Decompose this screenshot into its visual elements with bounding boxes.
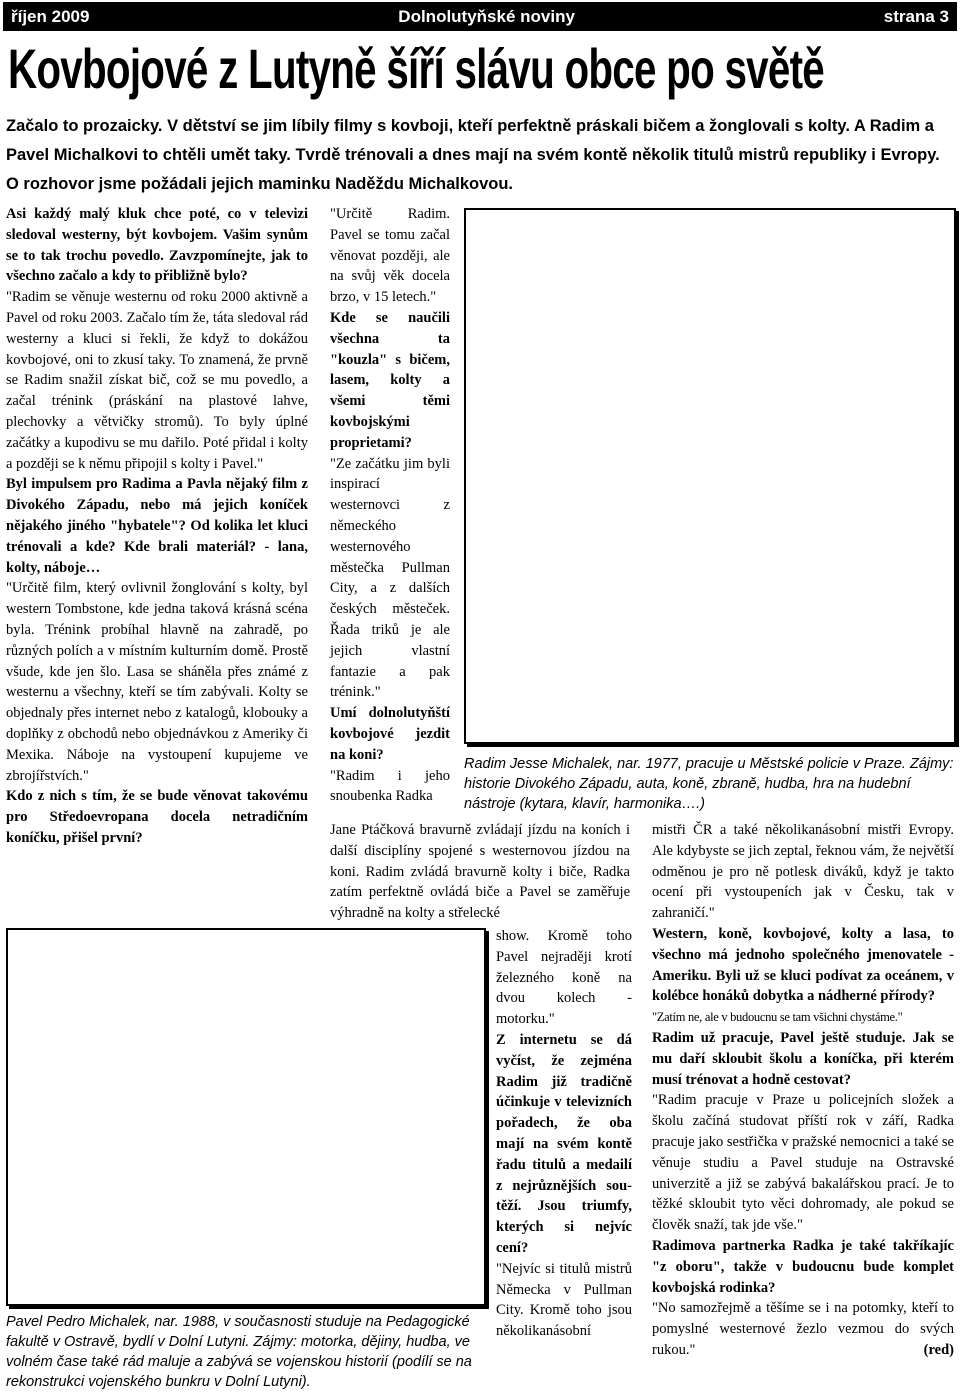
publication-name: Dolnolutyňské noviny: [398, 6, 575, 26]
column-5: [652, 820, 954, 1361]
paragraph: "Radim i jeho snoubenka Radka: [330, 767, 450, 805]
paragraph: Byl impulsem pro Radima a Pavla nějaký film z Divokého Západu, nebo má jejich koníček nějakého jiného "hybatele"? Od kolika let kluci trénovali a kde? Kde brali materiál? - lana, kolty, náboje…: [6, 476, 308, 576]
paragraph: show. Kromě toho Pavel nejraději krotí železného koně na dvou kolech - motorku.": [496, 928, 632, 1028]
column-4: [496, 926, 632, 1342]
paragraph: "Ze začátku jim byli inspirací westernovci z německého westernového městečka Pullman City, a z dalších českých městeček. Řada triků je ale jejich vlastní fantazie a pak trénink.": [330, 455, 450, 701]
paragraph: [652, 1298, 954, 1360]
column-1: [6, 204, 308, 849]
paragraph: "Radim se věnuje westernu od roku 2000 aktivně a Pavel od roku 2003. Začalo tím že, táta sledoval rád westerny a kluci si řekli, že když to dokážou kovbojové, oni to zkusí taky. To znamená, že prvně se Radim snažil získat bič, což se mu povedlo, a začal trénink (práskání na plastové lahve, plechovky a větvičky stromů). To byly úplné začátky a kupodivu se mu dařilo. Poté přidal i kolty a později se k němu připojil s kolty i Pavel.": [6, 289, 308, 472]
paragraph: Radim už pracuje, Pavel ještě studuje. Jak se mu daří skloubit školu a koníčka, při kterém musí trénovat a hodně cestovat?: [652, 1029, 954, 1088]
paragraph: Umí dolnolutyňští kovbojové jezdit na koni?: [330, 705, 450, 763]
photo-caption-pavel: Pavel Pedro Michalek, nar. 1988, v současnosti studuje na Pedagogické fakultě v Ostravě, bydlí v Dolní Lutyni. Zájmy: motorka, dějiny, hudba, ve volném čase také rád maluje a zabývá se vojenskou historií (podílí se na rekonstrukci vojenského bunkru v Dolní Lutyni).: [6, 1314, 472, 1390]
paragraph: Asi každý malý kluk chce poté, co v televizi sledoval westerny, být kovbojem. Vašim synům se to tak trochu povedlo. Zavzpomínejte, jak to všechno začalo a kdy to přibližně bylo?: [6, 206, 308, 285]
paragraph: "Nejvíc si titulů mistrů Německa v Pullman City. Kromě toho jsou několikanásobní: [496, 1260, 632, 1340]
author-signature: (red): [923, 1341, 954, 1358]
photo-caption-radim: Radim Jesse Michalek, nar. 1977, pracuje u Městské policie v Praze. Zájmy: historie Divokého Západu, auta, koně, zbraně, hudba, hra na hudební nástroje (kytara, klavír, harmonika….): [464, 756, 954, 812]
paragraph: Radimova partnerka Radka je také takříkajíc "z oboru", takže v budoucnu bude komplet kovbojská rodinka?: [652, 1237, 954, 1296]
page-header: [3, 2, 957, 31]
paragraph: "Radim pracuje v Praze u policejních složek a školu začíná studovat příští rok v září, Radka pracuje jako sestřička v pražské nemocnici a také se věnuje studiu a Pavel studuje na Ostravské univerzitě a již se zabývá bakalářskou prací. Je to těžké skloubit tyto věci dohromady, ale pokud se člověk snaží, tak jde vše.": [652, 1092, 954, 1234]
photo-pavel: [6, 928, 486, 1306]
paragraph: "Určitě film, který ovlivnil žonglování s kolty, byl western Tombstone, kde jedna taková krásná scéna byla. Trénink probíhal hlavně na zahradě, po různých polích a v místním kulturním domě. Prostě všude, kde jen šlo. Lasa se sháněla přes známé z westernu a všechny, kteří se tím zabývali. Kolty se objednaly přes internet nebo z katalogů, klobouky a doplňky z obchodů nebo objednávkou z Ameriky či Mexika. Náboje na vystoupení kupujeme ve zbrojířstvích.": [6, 580, 308, 784]
article-headline: Kovbojové z Lutyně šíří slávu obce po světě: [8, 37, 824, 100]
page-number: strana 3: [883, 6, 949, 26]
column-2: [330, 204, 450, 807]
article-lead: Začalo to prozaicky. V dětství se jim líbily filmy s kovboji, kteří perfektně práskali bičem a žonglovali s kolty. A Radim a Pavel Michalkovi to chtěli umět taky. Tvrdě trénovali a dnes mají na svém kontě několik titulů mistrů republiky i Evropy. O rozhovor jsme požádali jejich maminku Naděždu Michalkovou.: [6, 117, 940, 193]
column-3: [330, 820, 630, 924]
paragraph: "Určitě Radim. Pavel se tomu začal věnovat později, ale na svůj věk docela brzo, v 15 letech.": [330, 206, 450, 306]
paragraph: Western, koně, kovbojové, kolty a lasa, to všechno má jednoho společného jmenovatele - Ameriku. Byli už se kluci podívat za oceánem, v kolébce honáků dobytka a nádherné přírody?: [652, 925, 954, 1005]
paragraph: mistři ČR a také několikanásobní mistři Evropy. Ale kdybyste se jich zeptal, řeknou vám, že největší odměnou je pro ně potlesk diváků, když je takto ocení při vystoupeních jak v Česku, tak v zahraničí.": [652, 822, 954, 922]
issue-date: říjen 2009: [11, 6, 90, 26]
paragraph-text: "No samozřejmě a těšíme se i na potomky, kteří to pomyslné westernové žezlo vezmou do svých rukou.": [652, 1300, 954, 1358]
paragraph: Z internetu se dá vyčíst, že zejména Radim již tradičně účinkuje v televizních pořadech, že oba mají na svém kontě řadu titulů a medailí z nejrůznějších sou-těží. Jsou triumfy, kterých si nejvíc cení?: [496, 1031, 632, 1256]
paragraph: Kde se naučili všechna ta "kouzla" s bičem, lasem, kolty a všemi těmi kovbojskými proprietami?: [330, 309, 450, 451]
paragraph: Kdo z nich s tím, že se bude věnovat takovému pro Středoevropana docela netradičním koníčku, přišel první?: [6, 788, 308, 846]
photo-radim: [464, 208, 956, 744]
paragraph: "Zatím ne, ale v budoucnu se tam všichni chystáme.": [652, 1010, 903, 1025]
paragraph: Jane Ptáčková bravurně zvládají jízdu na koních i další disciplíny spojené s westernovou jízdou na koni. Radim zvládá bravurně kolty i biče, Radka zatím perfektně ovládá biče a Pavel se zaměřuje výhradně na kolty a střelecké: [330, 822, 630, 922]
